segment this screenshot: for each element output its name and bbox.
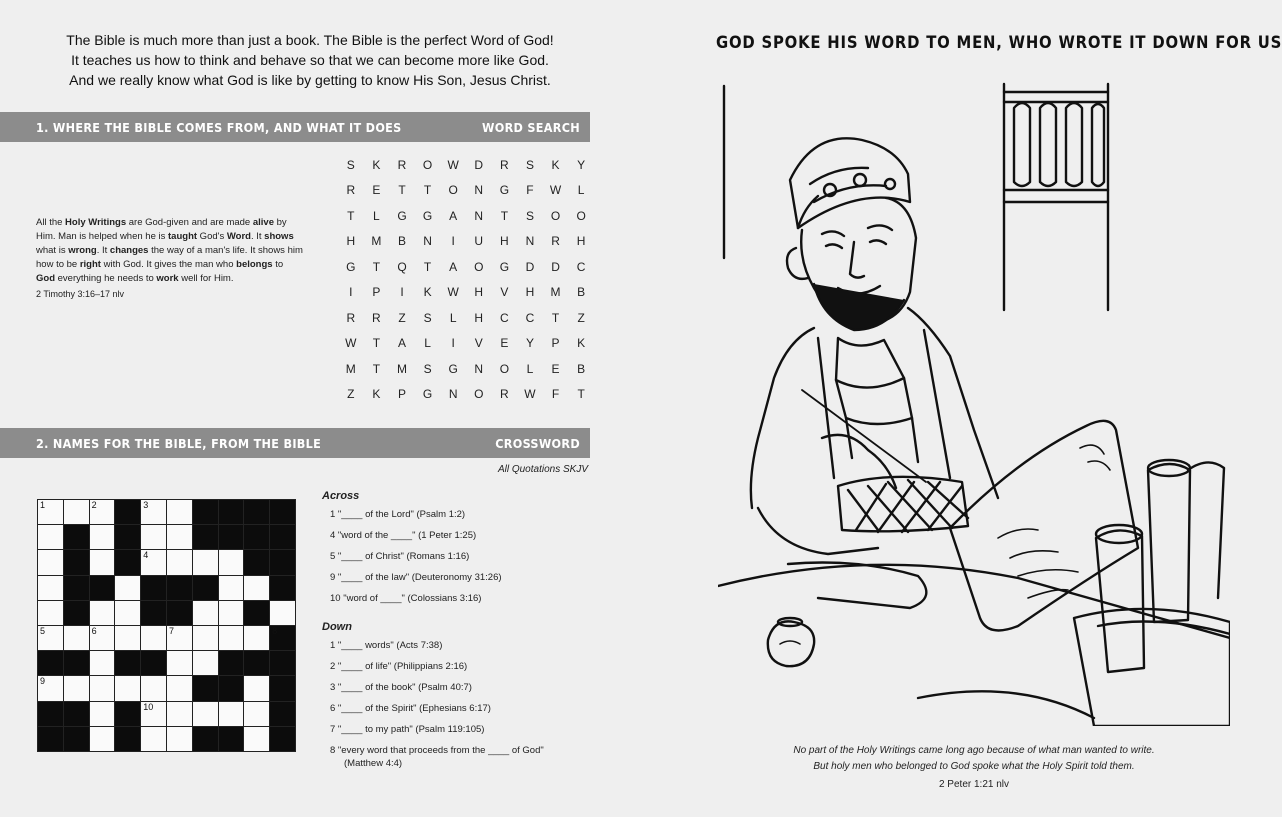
illustration-caption (718, 743, 1230, 793)
word-search-letter[interactable]: O (576, 208, 586, 223)
scripture-fragment: God's (197, 231, 227, 242)
word-search-letter[interactable]: M (550, 285, 561, 300)
crossword-block (115, 702, 141, 727)
crossword-cell[interactable] (141, 676, 167, 701)
crossword-cell[interactable] (38, 525, 64, 550)
word-search-letter[interactable]: W (447, 285, 459, 300)
crossword-block (167, 601, 193, 626)
crossword-block (115, 651, 141, 676)
crossword-block (244, 500, 270, 525)
crossword-grid (37, 499, 296, 752)
word-search-letter[interactable]: E (372, 183, 381, 198)
across-clue-list (322, 508, 622, 613)
word-search-letter[interactable]: T (398, 183, 406, 198)
crossword-cell[interactable] (167, 727, 193, 752)
crossword-block (219, 525, 245, 550)
crossword-cell[interactable] (244, 702, 270, 727)
word-search-letter[interactable]: N (474, 183, 484, 198)
crossword-cell[interactable] (38, 676, 64, 701)
caption-line: But holy men who belonged to God spoke what the Holy Spirit told them. (813, 761, 1135, 772)
crossword-clue: 6 "____ of the Spirit" (Ephesians 6:17) (330, 703, 491, 714)
crossword-clue: 10 "word of ____" (Colossians 3:16) (330, 593, 482, 604)
word-search-letter[interactable]: S (423, 310, 432, 325)
crossword-clue: 3 "____ of the book" (Psalm 40:7) (330, 682, 472, 693)
word-search-letter[interactable]: G (397, 208, 407, 223)
crossword-cell[interactable] (38, 500, 64, 525)
crossword-cell[interactable] (90, 727, 116, 752)
crossword-cell[interactable] (219, 601, 245, 626)
crossword-block (141, 576, 167, 601)
crossword-cell[interactable] (167, 676, 193, 701)
crossword-block (64, 651, 90, 676)
word-search-letter[interactable]: W (345, 336, 357, 351)
crossword-cell[interactable] (193, 702, 219, 727)
word-search-letter[interactable]: P (397, 387, 406, 402)
word-search-letter[interactable]: U (474, 234, 484, 249)
word-search-letter[interactable]: Y (525, 336, 534, 351)
highlighted-word: wrong (68, 245, 97, 256)
scripture-fragment: All the (36, 217, 66, 228)
crossword-block (270, 651, 296, 676)
word-search-row (338, 178, 594, 204)
crossword-cell[interactable] (90, 676, 116, 701)
word-search-letter[interactable]: S (525, 157, 534, 172)
word-search-letter[interactable]: H (576, 234, 586, 249)
crossword-cell[interactable] (90, 651, 116, 676)
word-search-letter[interactable]: S (423, 361, 432, 376)
crossword-cell[interactable] (167, 651, 193, 676)
word-search-letter[interactable]: R (500, 387, 509, 402)
word-search-letter[interactable]: O (499, 361, 510, 376)
crossword-cell[interactable] (270, 601, 296, 626)
word-search-letter[interactable]: R (500, 157, 509, 172)
word-search-letter[interactable]: I (451, 234, 455, 249)
crossword-clue-number: 3 (143, 500, 149, 510)
word-search-letter[interactable]: A (449, 259, 458, 274)
word-search-letter[interactable]: N (423, 234, 432, 249)
crossword-cell[interactable] (193, 550, 219, 575)
scripture-passage (36, 216, 304, 301)
crossword-block (270, 576, 296, 601)
crossword-cell[interactable] (141, 727, 167, 752)
crossword-block (244, 601, 270, 626)
crossword-cell[interactable] (38, 550, 64, 575)
crossword-block (64, 550, 90, 575)
word-search-letter[interactable]: K (551, 157, 560, 172)
highlighted-word: Holy Writings (65, 217, 127, 228)
crossword-cell[interactable] (38, 576, 64, 601)
word-search-grid (338, 152, 594, 407)
word-search-letter[interactable]: W (524, 387, 536, 402)
crossword-clue-number: 8 (272, 625, 278, 636)
word-search-letter[interactable]: K (423, 285, 432, 300)
crossword-clue: 1 "____ words" (Acts 7:38) (330, 640, 443, 651)
quotations-note: All Quotations SKJV (497, 464, 588, 475)
word-search-letter[interactable]: T (577, 387, 585, 402)
word-search-letter[interactable]: R (372, 310, 381, 325)
crossword-block (270, 727, 296, 752)
left-page (0, 0, 640, 817)
right-page (640, 0, 1282, 817)
word-search-letter[interactable]: R (397, 157, 407, 172)
highlighted-word: belongs (236, 259, 273, 270)
word-search-letter[interactable]: A (397, 336, 406, 351)
word-search-letter[interactable]: M (345, 361, 356, 376)
word-search-row (338, 331, 594, 357)
word-search-letter[interactable]: S (346, 157, 355, 172)
word-search-letter[interactable]: E (500, 336, 509, 351)
crossword-clue: 9 "____ of the law" (Deuteronomy 31:26) (330, 572, 502, 583)
word-search-letter[interactable]: T (500, 208, 509, 223)
word-search-letter[interactable]: T (347, 208, 355, 223)
word-search-letter[interactable]: O (474, 259, 484, 274)
crossword-cell[interactable] (193, 601, 219, 626)
word-search-letter[interactable]: F (526, 183, 534, 198)
crossword-clue (322, 744, 622, 774)
word-search-letter[interactable]: N (474, 361, 484, 376)
crossword-cell[interactable] (115, 601, 141, 626)
word-search-letter[interactable]: M (371, 234, 382, 249)
word-search-letter[interactable]: E (551, 361, 560, 376)
crossword-block (270, 702, 296, 727)
crossword-cell[interactable] (167, 550, 193, 575)
crossword-block (270, 525, 296, 550)
highlighted-word: changes (109, 245, 149, 256)
word-search-row (338, 229, 594, 255)
crossword-block (219, 727, 245, 752)
crossword-block (193, 525, 219, 550)
crossword-block (193, 676, 219, 701)
crossword-cell[interactable] (141, 702, 167, 727)
crossword-block (270, 676, 296, 701)
crossword-cell[interactable] (90, 500, 116, 525)
word-search-letter[interactable]: H (525, 285, 535, 300)
word-search-letter[interactable]: O (422, 157, 433, 172)
word-search-letter[interactable]: T (423, 259, 432, 274)
crossword-cell[interactable] (64, 626, 90, 651)
crossword-clue: 1 "____ of the Lord" (Psalm 1:2) (330, 509, 466, 520)
crossword-block (270, 626, 296, 651)
word-search-letter[interactable]: T (372, 361, 381, 376)
word-search-row (338, 382, 594, 408)
section-2-title: 2. NAMES FOR THE BIBLE, FROM THE BIBLE (36, 436, 322, 451)
scripture-fragment: . It (250, 231, 265, 242)
word-search-letter[interactable]: V (474, 336, 483, 351)
word-search-letter[interactable]: R (346, 183, 356, 198)
crossword-block (141, 601, 167, 626)
word-search-letter[interactable]: B (577, 285, 586, 300)
word-search-letter[interactable]: N (448, 387, 458, 402)
word-search-letter[interactable]: W (549, 183, 562, 198)
caption-reference: 2 Peter 1:21 nlv (938, 779, 1010, 790)
crossword-cell[interactable] (244, 676, 270, 701)
crossword-cell[interactable] (38, 626, 64, 651)
word-search-label: WORD SEARCH (482, 120, 580, 135)
word-search-letter[interactable]: N (525, 234, 535, 249)
crossword-block (193, 576, 219, 601)
highlighted-word: Word (226, 231, 251, 242)
word-search-letter[interactable]: G (499, 183, 510, 198)
word-search-letter[interactable]: N (474, 208, 484, 223)
crossword-clue-number: 1 (40, 500, 46, 510)
crossword-clue: 5 "____ of Christ" (Romans 1:16) (330, 551, 470, 562)
highlighted-word: alive (252, 217, 274, 228)
crossword-label: CROSSWORD (495, 436, 580, 451)
word-search-letter[interactable]: I (349, 285, 353, 300)
word-search-letter[interactable]: Z (577, 310, 585, 325)
crossword-clue: 4 "word of the ____" (1 Peter 1:25) (330, 530, 477, 541)
word-search-letter[interactable]: B (577, 361, 586, 376)
word-search-letter[interactable]: K (372, 157, 381, 172)
down-heading: Down (322, 621, 352, 633)
intro-line: The Bible is much more than just a book. The Bible is the perfect Word of God! (66, 32, 554, 48)
word-search-letter[interactable]: L (449, 310, 457, 325)
word-search-letter[interactable]: I (451, 336, 455, 351)
highlighted-word: work (156, 273, 179, 284)
word-search-letter[interactable]: Z (398, 310, 406, 325)
crossword-clue-text: 8 "every word that proceeds from the ____ of God" (330, 745, 544, 756)
crossword-cell[interactable] (141, 550, 167, 575)
crossword-block (244, 651, 270, 676)
crossword-cell[interactable] (64, 676, 90, 701)
word-search-row (338, 254, 594, 280)
word-search-letter[interactable]: H (474, 285, 484, 300)
crossword-clue-number: 4 (143, 550, 149, 561)
crossword-block (219, 500, 245, 525)
scripture-fragment: the way of a man's life. It shows him how to be (36, 245, 303, 270)
word-search-letter[interactable]: H (500, 234, 509, 249)
crossword-block (64, 727, 90, 752)
word-search-letter[interactable]: G (499, 259, 510, 274)
highlighted-word: God (36, 273, 55, 284)
crossword-block (64, 601, 90, 626)
crossword-block (64, 576, 90, 601)
crossword-clue-number: 10 (143, 701, 154, 712)
word-search-letter[interactable]: G (422, 387, 433, 402)
crossword-cell[interactable] (219, 576, 245, 601)
word-search-letter[interactable]: C (500, 310, 509, 325)
crossword-block (219, 676, 245, 701)
word-search-letter[interactable]: T (551, 310, 560, 325)
caption-line: No part of the Holy Writings came long ago because of what man wanted to write. (793, 745, 1155, 756)
word-search-letter[interactable]: G (346, 259, 356, 274)
word-search-letter[interactable]: F (551, 387, 560, 402)
word-search-letter[interactable]: T (423, 183, 432, 198)
crossword-cell[interactable] (38, 601, 64, 626)
crossword-clue-reference: (Matthew 4:4) (344, 758, 403, 769)
word-search-letter[interactable]: L (373, 208, 380, 223)
crossword-cell[interactable] (115, 576, 141, 601)
word-search-letter[interactable]: O (550, 208, 561, 223)
crossword-block (38, 727, 64, 752)
section-2-header (0, 428, 590, 458)
word-search-letter[interactable]: C (525, 310, 535, 325)
crossword-block (64, 702, 90, 727)
crossword-block (244, 525, 270, 550)
word-search-letter[interactable]: K (372, 387, 381, 402)
crossword-cell[interactable] (90, 525, 116, 550)
crossword-block (90, 576, 116, 601)
word-search-letter[interactable]: L (424, 336, 431, 351)
intro-text (20, 30, 600, 90)
word-search-letter[interactable]: A (449, 208, 458, 223)
crossword-block (115, 550, 141, 575)
crossword-cell[interactable] (219, 626, 245, 651)
word-search-letter[interactable]: Z (347, 387, 355, 402)
across-heading: Across (322, 490, 360, 502)
intro-line: And we really know what God is like by getting to know His Son, Jesus Christ. (69, 72, 551, 88)
word-search-row (338, 203, 594, 229)
word-search-letter[interactable]: C (576, 259, 586, 274)
word-search-letter[interactable]: D (551, 259, 560, 274)
crossword-block (270, 550, 296, 575)
word-search-letter[interactable]: T (372, 336, 381, 351)
word-search-letter[interactable]: K (577, 336, 586, 351)
section-1-title: 1. WHERE THE BIBLE COMES FROM, AND WHAT IT DOES (36, 120, 402, 135)
word-search-letter[interactable]: G (448, 361, 458, 376)
highlighted-word: right (79, 259, 101, 270)
word-search-letter[interactable]: O (474, 387, 484, 402)
word-search-letter[interactable]: P (372, 285, 381, 300)
crossword-cell[interactable] (90, 601, 116, 626)
scripture-fragment: what is (36, 245, 69, 256)
crossword-block (141, 651, 167, 676)
crossword-clues (322, 490, 622, 774)
scripture-fragment: with God. It gives the man who (100, 259, 237, 270)
crossword-cell[interactable] (244, 727, 270, 752)
crossword-block (270, 500, 296, 525)
word-search-letter[interactable]: L (526, 361, 534, 376)
crossword-clue: 7 "____ to my path" (Psalm 119:105) (330, 724, 485, 735)
scripture-reference: 2 Timothy 3:16–17 nlv (36, 289, 125, 299)
word-search-letter[interactable]: T (372, 259, 381, 274)
intro-line: It teaches us how to think and behave so that we can become more like God. (71, 52, 549, 68)
crossword-cell[interactable] (90, 626, 116, 651)
scripture-fragment: to (272, 259, 284, 270)
scripture-text (36, 216, 304, 286)
crossword-cell[interactable] (167, 626, 193, 651)
word-search-letter[interactable]: O (448, 183, 458, 198)
crossword-block (244, 550, 270, 575)
crossword-cell[interactable] (115, 676, 141, 701)
crossword-cell[interactable] (141, 525, 167, 550)
word-search-letter[interactable]: B (397, 234, 406, 249)
crossword-cell[interactable] (167, 525, 193, 550)
highlighted-word: taught (168, 231, 198, 242)
crossword-clue: 2 "____ of life" (Philippians 2:16) (330, 661, 468, 672)
word-search-letter[interactable]: M (396, 361, 407, 376)
scripture-fragment: are God-given and are made (126, 217, 253, 228)
crossword-clue-number: 9 (40, 676, 46, 687)
word-search-letter[interactable]: Q (397, 259, 407, 274)
crossword-cell[interactable] (167, 500, 193, 525)
crossword-block (115, 500, 141, 525)
crossword-block (38, 651, 64, 676)
crossword-block (193, 727, 219, 752)
word-search-letter[interactable]: R (551, 234, 560, 249)
crossword-cell[interactable] (244, 626, 270, 651)
crossword-cell[interactable] (115, 626, 141, 651)
scripture-fragment: well for Him. (178, 273, 234, 284)
crossword-block (64, 525, 90, 550)
crossword-cell[interactable] (167, 702, 193, 727)
word-search-letter[interactable]: D (474, 157, 484, 172)
word-search-letter[interactable]: G (422, 208, 433, 223)
word-search-row (338, 280, 594, 306)
down-clue-list (322, 639, 622, 774)
crossword-block (115, 525, 141, 550)
word-search-letter[interactable]: D (525, 259, 535, 274)
word-search-row (338, 356, 594, 382)
word-search-letter[interactable]: R (346, 310, 356, 325)
word-search-letter[interactable]: P (551, 336, 560, 351)
crossword-cell[interactable] (141, 500, 167, 525)
section-1-header (0, 112, 590, 142)
crossword-cell[interactable] (219, 702, 245, 727)
crossword-block (193, 500, 219, 525)
crossword-block (115, 727, 141, 752)
crossword-block (38, 702, 64, 727)
crossword-block (219, 651, 245, 676)
illustration-title: GOD SPOKE HIS WORD TO MEN, WHO WROTE IT DOWN FOR US (716, 33, 1282, 52)
word-search-letter[interactable]: L (577, 183, 585, 198)
crossword-clue-number: 6 (91, 625, 97, 636)
word-search-letter[interactable]: H (474, 310, 484, 325)
crossword-cell[interactable] (90, 550, 116, 575)
crossword-cell[interactable] (219, 550, 245, 575)
word-search-letter[interactable]: I (400, 285, 404, 300)
crossword-clue-number: 2 (91, 500, 97, 510)
crossword-cell[interactable] (90, 702, 116, 727)
word-search-row (338, 305, 594, 331)
word-search-letter[interactable]: Y (577, 157, 586, 172)
word-search-letter[interactable]: V (500, 285, 509, 300)
scripture-fragment: by Him. Man is helped when he is (36, 217, 287, 242)
crossword-clue-number: 5 (40, 625, 46, 636)
highlighted-word: shows (264, 231, 294, 242)
scripture-fragment: . It (96, 245, 110, 256)
crossword-cell[interactable] (244, 576, 270, 601)
crossword-cell[interactable] (193, 651, 219, 676)
scribe-illustration (718, 78, 1230, 726)
crossword-clue-number: 7 (168, 625, 174, 636)
word-search-row (338, 152, 594, 178)
crossword-cell[interactable] (64, 500, 90, 525)
crossword-cell[interactable] (141, 626, 167, 651)
crossword-cell[interactable] (193, 626, 219, 651)
word-search-letter[interactable]: H (346, 234, 356, 249)
word-search-letter[interactable]: S (525, 208, 534, 223)
word-search-letter[interactable]: W (447, 157, 459, 172)
scripture-fragment: everything he needs to (55, 273, 157, 284)
crossword-block (167, 576, 193, 601)
